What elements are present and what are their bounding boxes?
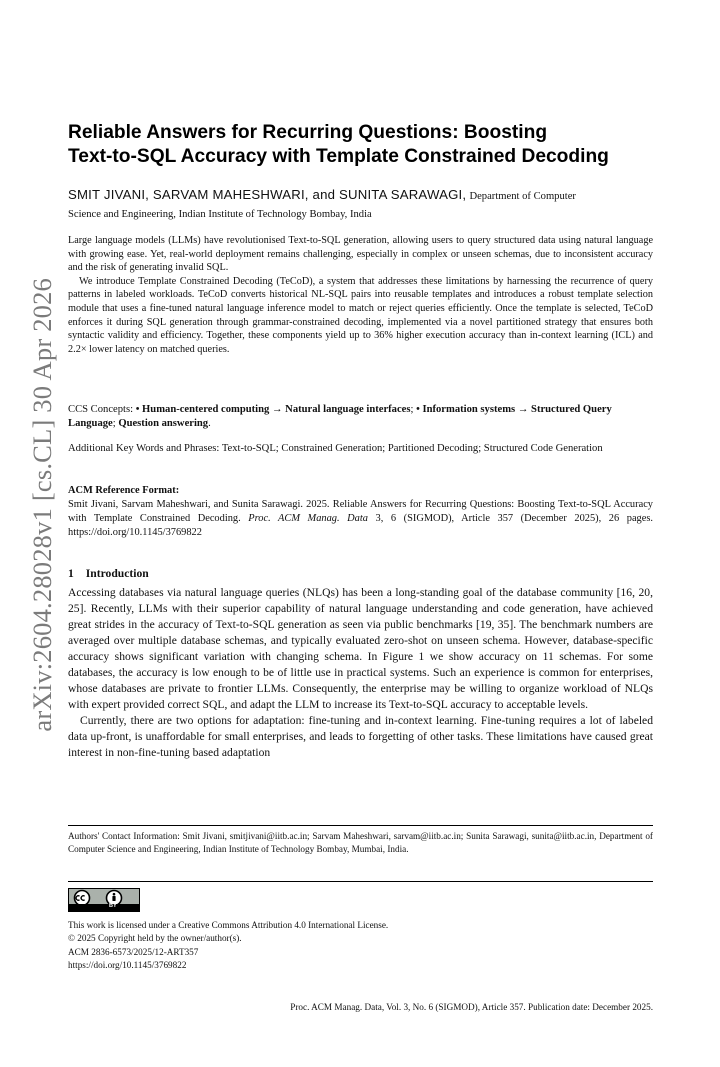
- section-title: Introduction: [85, 567, 149, 580]
- keywords: Additional Key Words and Phrases: Text-to-SQL; Constrained Generation; Partitioned Decoding; Structured Code Generation: [68, 443, 603, 454]
- intro-paragraph-1: Accessing databases via natural language queries (NLQs) has been a long-standing goal of the database community [16, 20, 25]. Recently, LLMs with their superior capability of natural language understanding and code generation, have achieved great strides in the accuracy of Text-to-SQL generation as seen via public benchmarks [19, 35]. The benchmark numbers are averaged over multiple database schemas, and typically evaluated zero-shot on unseen schema. However, database-specific accuracy shows significant variation with changing schema. In Figure 1 we show accuracy on 11 schemas. For some databases, the accuracy is low enough to be of little use in practical systems. Such an experience is common for enterprises, whose databases are private to frontier LLMs. Consequently, the enterprise may be willing to organize workload of NLQs with expert provided correct SQL, and adapt the LLM to increase its Text-to-SQL accuracy to acceptable levels.: [68, 586, 653, 711]
- footnote-divider: [68, 825, 653, 826]
- ccs-separator: ;: [410, 404, 417, 415]
- ccs-concept-3: Question answering: [118, 418, 209, 429]
- paper-title: [68, 121, 653, 169]
- cc-badge-bar: [69, 904, 139, 911]
- abstract-paragraph-2: We introduce Template Constrained Decoding (TeCoD), a system that addresses these limitations by harnessing the recurrence of query patterns in labeled workloads. TeCoD converts historical NL-SQL pairs into reusable templates and introduces a robust template selection module that uses a fine-tuned natural language inference model to match or reject queries efficiently. Once the template is selected, TeCoD enforces it during SQL generation through grammar-constrained decoding, implemented via a novel partitioned strategy that ensures both syntactic validity and efficiency. Together, these components yield up to 36% higher execution accuracy than in-context learning (ICL) and 2.2× lower latency on matched queries.: [68, 275, 653, 355]
- title-line-2: Text-to-SQL Accuracy with Template Constrained Decoding: [68, 146, 609, 167]
- page-footer: Proc. ACM Manag. Data, Vol. 3, No. 6 (SIGMOD), Article 357. Publication date: December 2025.: [290, 1002, 653, 1012]
- license-line: This work is licensed under a Creative Commons Attribution 4.0 International License.: [68, 920, 389, 930]
- section-number: 1: [68, 567, 74, 580]
- ccs-label: CCS Concepts:: [68, 404, 136, 415]
- cc-badge-label: BY: [109, 903, 117, 909]
- license-block: [68, 919, 653, 973]
- license-divider: [68, 881, 653, 882]
- author-names: SMIT JIVANI, SARVAM MAHESHWARI, and SUNITA SARAWAGI,: [68, 187, 467, 202]
- reference-header: ACM Reference Format:: [68, 485, 180, 496]
- author-affiliation-rest: Science and Engineering, Indian Institute of Technology Bombay, India: [68, 209, 372, 220]
- ccs-concept-2: • Information systems → Structured Query Language: [68, 404, 612, 429]
- acm-id-line: ACM 2836-6573/2025/12-ART357: [68, 946, 199, 957]
- doi-line: https://doi.org/10.1145/3769822: [68, 960, 187, 971]
- copyright-line: © 2025 Copyright held by the owner/author(s).: [68, 933, 242, 944]
- arxiv-stamp: [22, 272, 62, 738]
- author-block: [68, 186, 653, 224]
- author-contact-footnote: Authors' Contact Information: Smit Jivani, smitjivani@iitb.ac.in; Sarvam Maheshwari, sarvam@iitb.ac.in; Sunita Sarawagi, sunita@iitb.ac.in, Department of Computer Science and Engineering, Indian Institute of Technology Bombay, Mumbai, India.: [68, 831, 653, 854]
- acm-reference-format: [68, 484, 653, 540]
- ccs-separator: ;: [112, 418, 119, 429]
- abstract-paragraph-1: Large language models (LLMs) have revolutionised Text-to-SQL generation, allowing users to query structured data using natural language with growing ease. Yet, real-world deployment remains challenging, especially in complex or unseen schemas, due to inconsistent accuracy and the risk of generating invalid SQL.: [68, 235, 653, 274]
- abstract: [68, 234, 653, 356]
- reference-text-end: 3, 6 (SIGMOD), Article 357 (December 2025), 26 pages. https://doi.org/10.1145/3769822: [68, 513, 654, 538]
- reference-venue: Proc. ACM Manag. Data: [248, 513, 368, 524]
- section-heading: [68, 566, 653, 581]
- creative-commons-by-icon: [68, 888, 140, 912]
- ccs-concept-1: • Human-centered computing → Natural language interfaces: [135, 404, 411, 415]
- intro-paragraph-2: Currently, there are two options for adaptation: fine-tuning and in-context learning. Fine-tuning requires a lot of labeled data up-front, is unaffordable for small enterprises, and leads to forgetting of other tasks. These limitations have caused great interest in non-fine-tuning based adaptation: [68, 714, 653, 759]
- ccs-concepts: [68, 403, 653, 431]
- title-line-1: Reliable Answers for Recurring Questions: Boosting: [68, 122, 548, 143]
- reference-text: Smit Jivani, Sarvam Maheshwari, and Sunita Sarawagi. 2025. Reliable Answers for Recurring Questions: Boosting Text-to-SQL Accuracy with Template Constrained Decoding.: [68, 499, 653, 524]
- arxiv-identifier: arXiv:2604.28028v1 [cs.CL] 30 Apr 2026: [26, 278, 57, 732]
- ccs-end: .: [208, 418, 211, 429]
- author-affiliation-start: Department of Computer: [469, 191, 576, 202]
- introduction-section: [68, 566, 653, 761]
